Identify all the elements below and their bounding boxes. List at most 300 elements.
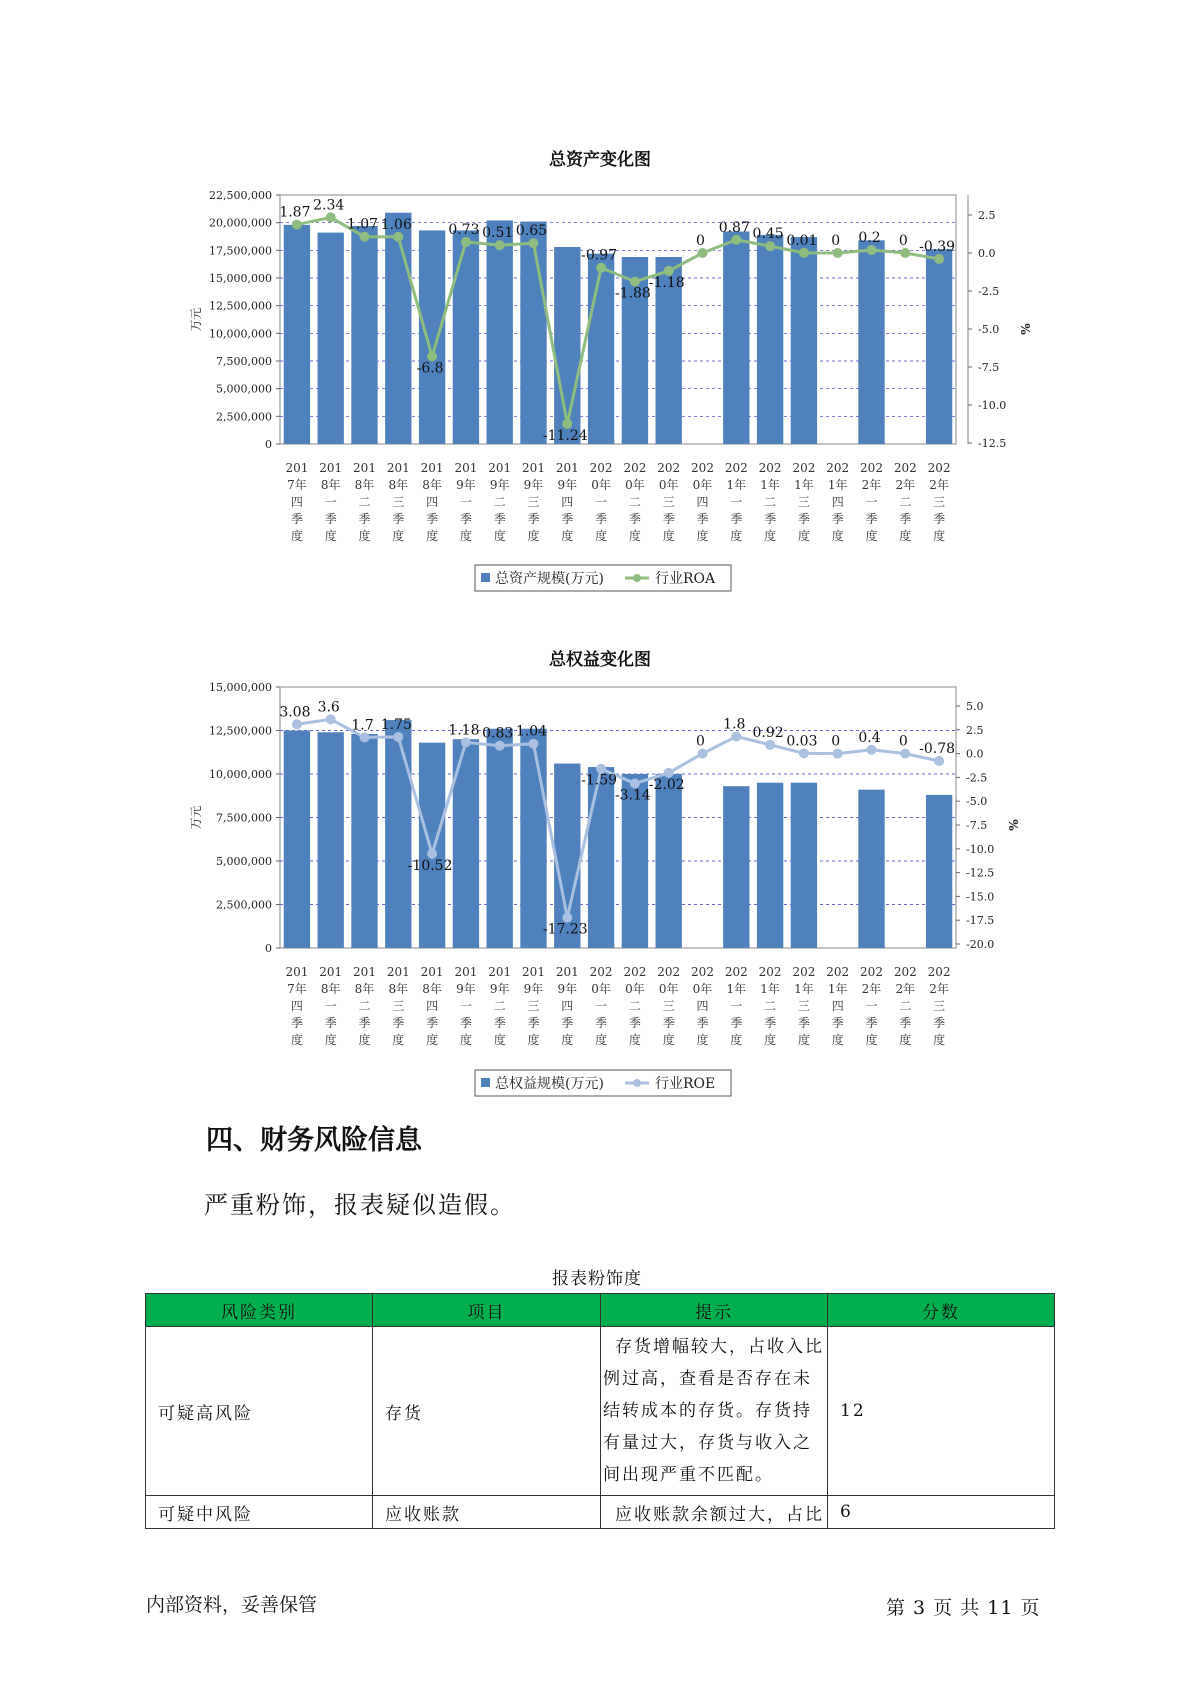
line-point [292,220,302,230]
y-tick-label: 0 [265,438,272,451]
x-tick-label: 201 [319,965,343,979]
x-tick-label: 度 [899,1033,912,1047]
point-label: 3.6 [317,699,340,716]
x-tick-label: 季 [493,1016,506,1030]
legend-bar-swatch [481,573,490,582]
y-tick-label: 12,500,000 [209,299,272,313]
point-label: -0.39 [919,238,956,255]
risk-table [145,1293,1055,1529]
point-label: 0.45 [752,226,784,243]
bar [385,213,411,444]
point-label: 3.08 [279,704,311,721]
x-tick-label: 一 [595,495,608,509]
legend-bar-label: 总权益规模(万元) [495,1076,604,1092]
x-tick-label: 一 [459,495,472,509]
x-tick-label: 一 [324,495,337,509]
x-tick-label: 度 [426,529,439,543]
bar [926,249,952,444]
table-header-row [146,1294,1055,1327]
x-tick-label: 季 [899,512,912,526]
x-tick-label: 202 [623,965,647,979]
x-tick-label: 度 [459,529,472,543]
tip-line: 间出现严重不匹配。 [603,1465,774,1485]
x-tick-label: 二 [899,495,912,509]
x-tick-label: 度 [459,1033,472,1047]
x-tick-label: 2年 [861,982,882,996]
x-tick-label: 度 [561,1033,574,1047]
x-tick-label: 四 [831,999,844,1013]
x-tick-label: 202 [758,461,782,475]
line-point [867,745,877,755]
x-tick-label: 度 [764,529,777,543]
x-tick-label: 季 [527,1016,540,1030]
y2-tick-label: -5.0 [978,323,1000,336]
bar [757,235,783,444]
y-tick-label: 7,500,000 [216,355,272,368]
line-point [934,756,944,766]
x-tick-label: 二 [493,999,506,1013]
x-tick-label: 季 [561,1016,574,1030]
x-tick-label: 度 [797,529,810,543]
x-tick-label: 201 [353,461,376,475]
x-tick-label: 度 [730,1033,743,1047]
y2-tick-label: -12.5 [966,866,995,880]
x-tick-label: 季 [899,1016,912,1030]
x-tick-label: 度 [358,1033,371,1047]
x-tick-label: 201 [454,461,478,475]
line-point [833,248,843,258]
x-tick-label: 9年 [523,478,544,492]
x-tick-label: 8年 [388,982,409,996]
y-tick-label: 10,000,000 [209,768,272,781]
x-tick-label: 度 [696,1033,709,1047]
x-tick-label: 季 [730,1016,743,1030]
x-tick-label: 2年 [929,478,949,492]
point-label: 1.8 [723,716,746,733]
y-tick-label: 20,000,000 [209,216,272,230]
x-tick-label: 二 [764,999,777,1013]
x-tick-label: 三 [392,495,405,509]
x-tick-label: 二 [493,495,506,509]
x-tick-label: 201 [555,461,579,475]
x-tick-label: 四 [290,495,303,509]
x-tick-label: 202 [860,461,883,475]
x-tick-label: 季 [595,1016,608,1030]
x-tick-label: 201 [488,461,512,475]
x-tick-label: 度 [324,529,337,543]
x-tick-label: 季 [696,512,709,526]
cell-risk-category: 可疑高风险 [146,1327,373,1496]
section-heading: 四、财务风险信息 [206,1125,422,1156]
x-tick-label: 一 [865,495,878,509]
header-item: 项目 [373,1294,601,1327]
point-label: 0.2 [858,229,881,246]
x-tick-label: 季 [831,512,844,526]
tip-line: 例过高，查看是否存在未 [603,1369,812,1389]
x-tick-label: 季 [426,512,439,526]
line-point [529,238,539,248]
x-tick-label: 7年 [287,982,307,996]
point-label: 0.01 [786,232,818,249]
bar [588,767,614,948]
point-label: 1.87 [279,204,311,221]
point-label: 1.7 [351,717,374,734]
point-label: 0.03 [786,733,818,750]
x-tick-label: 9年 [489,478,510,492]
line-point [765,241,775,251]
point-label: 0 [831,233,841,249]
x-tick-label: 三 [933,495,946,509]
x-tick-label: 202 [826,461,850,475]
x-tick-label: 一 [459,999,472,1013]
y2-axis-label: % [1019,323,1033,335]
x-tick-label: 二 [899,999,912,1013]
line-point [900,248,910,258]
header-tip: 提示 [601,1294,828,1327]
x-tick-label: 季 [730,512,743,526]
x-tick-label: 四 [561,495,574,509]
x-tick-label: 201 [386,461,410,475]
x-tick-label: 202 [792,965,816,979]
x-tick-label: 度 [764,1033,777,1047]
x-tick-label: 季 [628,512,641,526]
x-tick-label: 202 [758,965,782,979]
x-tick-label: 1年 [794,982,814,996]
x-tick-label: 度 [831,529,844,543]
x-tick-label: 季 [324,512,337,526]
point-label: -2.02 [648,776,685,793]
bar [487,220,513,444]
x-tick-label: 二 [764,495,777,509]
x-tick-label: 度 [595,529,608,543]
bar [858,790,884,948]
bar [791,783,817,948]
x-tick-label: 季 [426,1016,439,1030]
line-point [698,248,708,258]
x-tick-label: 201 [522,461,545,475]
x-tick-label: 2年 [895,982,916,996]
x-tick-label: 季 [831,1016,844,1030]
x-tick-label: 202 [657,965,681,979]
x-tick-label: 度 [730,529,743,543]
footer-confidential: 内部资料，妥善保管 [146,1594,318,1616]
x-tick-label: 季 [662,512,675,526]
table-row [146,1496,1055,1529]
x-tick-label: 三 [662,999,675,1013]
x-tick-label: 度 [290,1033,303,1047]
bar [520,729,546,948]
bar [385,720,411,948]
line-point [799,748,809,758]
bar [554,247,580,444]
x-tick-label: 9年 [557,982,578,996]
point-label: 0 [898,233,908,249]
x-tick-label: 一 [865,999,878,1013]
bar [284,225,310,444]
x-tick-label: 202 [657,461,681,475]
x-tick-label: 201 [386,965,410,979]
bar [656,774,682,948]
cell-score: 6 [828,1496,1055,1529]
x-tick-label: 三 [527,495,540,509]
x-tick-label: 季 [628,1016,641,1030]
point-label: 0.51 [482,225,514,242]
line-point [495,240,505,250]
x-tick-label: 0年 [658,982,679,996]
x-tick-label: 季 [561,512,574,526]
x-tick-label: 度 [595,1033,608,1047]
x-tick-label: 季 [595,512,608,526]
bar [419,743,445,948]
x-tick-label: 度 [933,529,946,543]
x-tick-label: 9年 [557,478,578,492]
x-tick-label: 8年 [422,982,442,996]
assets-chart [160,175,1060,595]
y-tick-label: 5,000,000 [216,855,272,868]
tip-line: 有量过大，存货与收入之 [603,1433,812,1453]
point-label: 1.04 [515,723,548,740]
x-tick-label: 度 [527,529,540,543]
point-label: -1.59 [581,772,618,789]
x-tick-label: 一 [324,999,337,1013]
point-label: 0.83 [482,725,514,742]
line-point [393,232,403,242]
chart-title-equity: 总权益变化图 [549,650,651,670]
bar [416,230,445,444]
x-tick-label: 8年 [354,478,375,492]
y2-axis-label: % [1007,819,1021,831]
cell-tip [601,1327,828,1496]
x-tick-label: 201 [488,965,512,979]
legend-line-label: 行业ROE [655,1076,716,1092]
x-tick-label: 202 [691,461,714,475]
x-tick-label: 季 [764,512,777,526]
point-label: -0.78 [919,741,956,758]
point-label: 0.92 [752,724,784,741]
line-point [867,245,877,255]
x-tick-label: 度 [628,1033,641,1047]
x-tick-label: 一 [595,999,608,1013]
point-label: 0 [831,733,841,750]
x-tick-label: 季 [358,512,371,526]
point-label: 1.06 [380,216,412,233]
x-tick-label: 季 [662,1016,675,1030]
x-tick-label: 0年 [658,478,679,492]
x-tick-label: 201 [522,965,545,979]
x-tick-label: 1年 [760,478,780,492]
x-tick-label: 四 [831,495,844,509]
x-tick-label: 0年 [625,478,645,492]
x-tick-label: 202 [589,965,613,979]
y2-tick-label: 0.0 [966,747,984,761]
x-tick-label: 202 [724,461,748,475]
x-tick-label: 四 [426,495,439,509]
bar [487,729,513,948]
x-tick-label: 四 [696,999,709,1013]
x-tick-label: 9年 [456,478,476,492]
line-point [360,732,370,742]
line-point [393,732,403,742]
legend-line-marker [633,574,641,582]
x-tick-label: 一 [730,999,743,1013]
x-tick-label: 三 [797,999,810,1013]
x-tick-label: 季 [459,512,472,526]
x-tick-label: 度 [933,1033,946,1047]
x-tick-label: 度 [290,529,303,543]
point-label: 1.07 [346,216,379,233]
x-tick-label: 9年 [489,982,510,996]
x-tick-label: 度 [628,529,641,543]
point-label: 0 [696,233,705,249]
x-tick-label: 0年 [692,982,713,996]
y2-tick-label: -5.0 [966,795,988,809]
bar [723,786,749,948]
x-tick-label: 1年 [726,478,747,492]
header-score: 分数 [828,1294,1055,1327]
x-tick-label: 2年 [929,982,949,996]
line-point [799,248,809,258]
y-axis-label: 万元 [189,307,203,332]
point-label: -1.88 [614,285,651,302]
table-caption: 报表粉饰度 [552,1269,642,1289]
x-tick-label: 季 [459,1016,472,1030]
x-tick-label: 1年 [827,478,848,492]
x-tick-label: 7年 [287,478,307,492]
x-tick-label: 季 [764,1016,777,1030]
bar [453,230,479,444]
x-tick-label: 8年 [388,478,409,492]
bar [858,240,884,444]
x-tick-label: 二 [358,999,371,1013]
x-tick-label: 季 [865,512,878,526]
line-point [326,714,336,724]
x-tick-label: 202 [893,461,917,475]
x-tick-label: 1年 [827,982,848,996]
y2-tick-label: -12.5 [978,437,1007,450]
x-tick-label: 季 [797,512,810,526]
x-tick-label: 8年 [320,478,341,492]
point-label: -17.23 [542,921,588,938]
bar [588,254,614,444]
bar [351,734,377,948]
y2-tick-label: -17.5 [966,914,995,928]
legend-bar-swatch [481,1078,490,1087]
equity-chart [160,672,1060,1097]
x-tick-label: 四 [426,999,439,1013]
x-tick-label: 季 [865,1016,878,1030]
footer-page-number: 第 3 页 共 11 页 [886,1597,1041,1619]
point-label: 0.4 [858,729,881,746]
x-tick-label: 2年 [895,478,916,492]
x-tick-label: 三 [797,495,810,509]
point-label: 0.87 [718,219,750,236]
y2-tick-label: 2.5 [978,209,996,222]
line-point [698,749,708,759]
x-tick-label: 0年 [692,478,713,492]
x-tick-label: 季 [933,512,946,526]
bar [284,731,310,949]
x-tick-label: 202 [724,965,748,979]
y-tick-label: 5,000,000 [216,382,272,396]
x-tick-label: 201 [420,965,444,979]
x-tick-label: 季 [392,512,405,526]
y-tick-label: 10,000,000 [209,327,272,341]
x-tick-label: 三 [933,999,946,1013]
point-label: 0.73 [448,221,480,238]
x-tick-label: 季 [493,512,506,526]
x-tick-label: 度 [662,1033,675,1047]
y-tick-label: 2,500,000 [216,410,272,424]
x-tick-label: 季 [527,512,540,526]
x-tick-label: 202 [691,965,714,979]
header-risk-category: 风险类别 [146,1294,373,1327]
x-tick-label: 201 [555,965,579,979]
legend-bar-label: 总资产规模(万元) [495,571,604,587]
x-tick-label: 9年 [523,982,544,996]
line-point [360,232,370,242]
bar [318,732,344,948]
x-tick-label: 四 [290,999,303,1013]
y2-tick-label: -15.0 [966,890,995,904]
line-point [495,741,505,751]
x-tick-label: 度 [865,1033,878,1047]
x-tick-label: 度 [392,529,405,543]
cell-risk-category: 可疑中风险 [146,1496,373,1529]
x-tick-label: 一 [730,495,743,509]
table-row [146,1327,1055,1496]
y2-tick-label: 0.0 [978,247,996,260]
x-tick-label: 0年 [591,982,611,996]
y-tick-label: 0 [265,942,272,955]
x-tick-label: 1年 [760,982,780,996]
x-tick-label: 度 [797,1033,810,1047]
x-tick-label: 202 [893,965,917,979]
x-tick-label: 8年 [320,982,341,996]
line-point [900,749,910,759]
point-label: -3.14 [614,787,651,804]
x-tick-label: 1年 [794,478,814,492]
y2-tick-label: -20.0 [966,938,995,951]
bar [791,237,817,444]
line-point [461,237,471,247]
bar [318,233,344,444]
x-tick-label: 度 [324,1033,337,1047]
x-tick-label: 度 [899,529,912,543]
cell-item: 存货 [373,1327,601,1496]
point-label: 0.65 [515,223,548,240]
x-tick-label: 202 [927,965,951,979]
y2-tick-label: -2.5 [966,771,988,785]
x-tick-label: 度 [831,1033,844,1047]
line-point [292,719,302,729]
x-tick-label: 201 [420,461,444,475]
y2-tick-label: 2.5 [966,723,984,737]
cell-score: 12 [828,1327,1055,1496]
x-tick-label: 201 [319,461,343,475]
x-tick-label: 季 [290,1016,303,1030]
y2-tick-label: -7.5 [966,819,988,832]
x-tick-label: 202 [589,461,613,475]
x-tick-label: 季 [290,512,303,526]
x-tick-label: 二 [628,495,641,509]
x-tick-label: 201 [285,461,309,475]
point-label: -11.24 [542,427,588,444]
bar [520,222,546,444]
point-label: 0 [898,733,908,750]
point-label: 0 [696,733,705,750]
x-tick-label: 季 [392,1016,405,1030]
x-tick-label: 度 [493,1033,506,1047]
